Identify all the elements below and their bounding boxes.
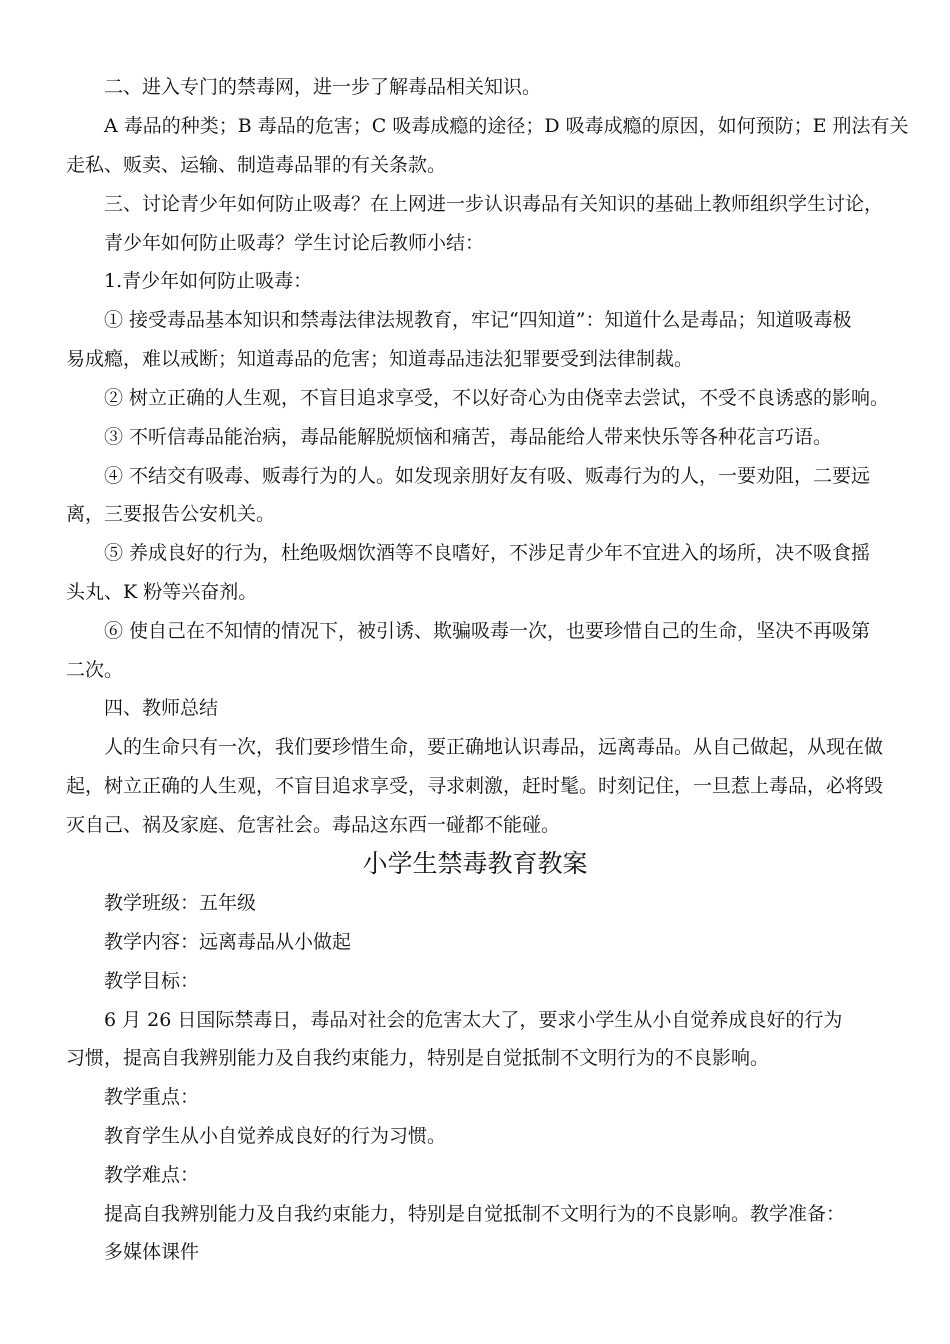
list-item-cont: 离，三要报告公安机关。 [66,503,276,525]
lesson-difficulty-body: 提高自我辨别能力及自我约束能力，特别是自觉抵制不文明行为的不良影响。教学准备： [104,1203,846,1225]
section2-heading: 二、进入专门的禁毒网，进一步了解毒品相关知识。 [104,76,542,98]
lesson-difficulty-label: 教学难点： [104,1164,200,1186]
list-item-cont: 头丸、K 粉等兴奋剂。 [66,581,258,603]
lesson-goal-label: 教学目标： [104,970,200,992]
section3-heading-cont: 青少年如何防止吸毒？学生讨论后教师小结： [104,232,485,254]
lesson-key-label: 教学重点： [104,1086,200,1108]
list-item: ① 接受毒品基本知识和禁毒法律法规教育，牢记“四知道”：知道什么是毒品；知道吸毒极 [104,309,852,331]
lesson-class: 教学班级：五年级 [104,892,257,914]
list-item: ⑥ 使自己在不知情的情况下，被引诱、欺骗吸毒一次，也要珍惜自己的生命，坚决不再吸第 [104,620,871,642]
lesson-prep-body: 多媒体课件 [104,1241,200,1263]
lesson-goal-body-cont: 习惯，提高自我辨别能力及自我约束能力，特别是自觉抵制不文明行为的不良影响。 [66,1047,770,1069]
section3-subheading: 1.青少年如何防止吸毒： [104,270,313,292]
section4-paragraph-cont: 起，树立正确的人生观，不盲目追求享受，寻求刺激，赶时髦。时刻记住，一旦惹上毒品，必将毁 [66,775,884,797]
section2-topics: A 毒品的种类；B 毒品的危害；C 吸毒成瘾的途径；D 吸毒成瘾的原因，如何预防；E 刑法有关 [104,115,909,137]
section4-paragraph-cont: 灭自己、祸及家庭、危害社会。毒品这东西一碰都不能碰。 [66,814,561,836]
section2-topics-cont: 走私、贩卖、运输、制造毒品罪的有关条款。 [66,154,447,176]
lesson-key-body: 教育学生从小自觉养成良好的行为习惯。 [104,1125,447,1147]
list-item: ② 树立正确的人生观，不盲目追求享受，不以好奇心为由侥幸去尝试，不受不良诱惑的影响。 [104,387,890,409]
list-item: ④ 不结交有吸毒、贩毒行为的人。如发现亲朋好友有吸、贩毒行为的人，一要劝阻，二要远 [104,465,871,487]
list-item-cont: 易成瘾，难以戒断；知道毒品的危害；知道毒品违法犯罪要受到法律制裁。 [66,348,694,370]
list-item: ⑤ 养成良好的行为，杜绝吸烟饮酒等不良嗜好，不涉足青少年不宜进入的场所，决不吸食摇 [104,542,871,564]
list-item-cont: 二次。 [66,659,124,681]
list-item: ③ 不听信毒品能治病，毒品能解脱烦恼和痛苦，毒品能给人带来快乐等各种花言巧语。 [104,426,833,448]
lesson-content: 教学内容：远离毒品从小做起 [104,931,352,953]
lesson-goal-body: 6 月 26 日国际禁毒日，毒品对社会的危害太大了，要求小学生从小自觉养成良好的行为 [104,1009,843,1031]
section4-paragraph: 人的生命只有一次，我们要珍惜生命，要正确地认识毒品，远离毒品。从自己做起，从现在做 [104,736,884,758]
lesson-title: 小学生禁毒教育教案 [362,849,588,878]
section4-heading: 四、教师总结 [104,697,219,719]
section3-heading: 三、讨论青少年如何防止吸毒？在上网进一步认识毒品有关知识的基础上教师组织学生讨论， [104,193,884,215]
